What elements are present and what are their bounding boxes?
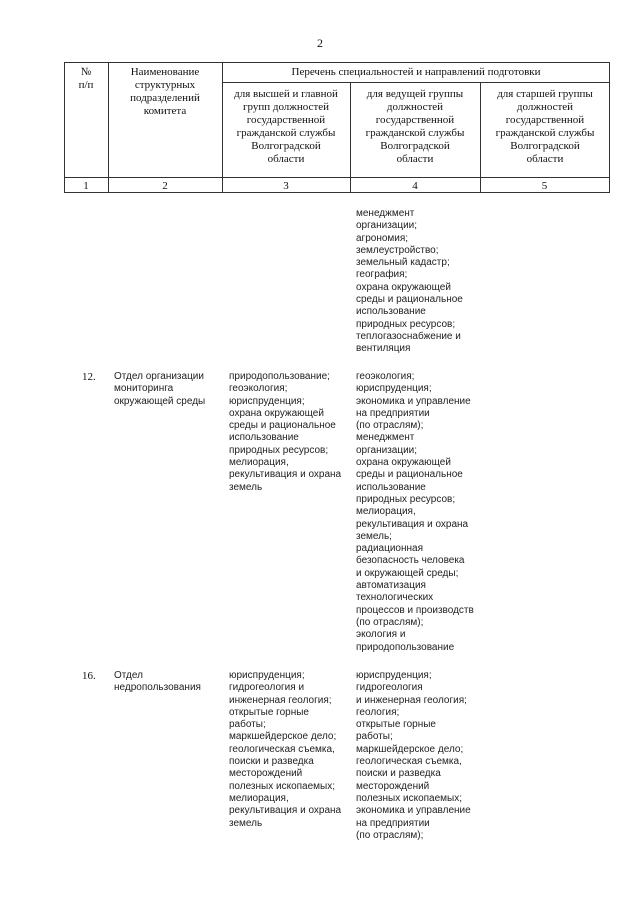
page-number: 2 xyxy=(317,36,323,50)
header-high-groups: для высшей и главной групп должностей государственной гражданской службы Волгоградской области xyxy=(234,88,338,165)
header-left-border xyxy=(64,62,65,193)
header-number: № п/п xyxy=(78,66,94,91)
high-group-specialties: природопользование; геоэкология; юриспруденция; охрана окружающей среды и рациональное использование природных ресурсов; мелиорация, рекультивация и охрана земель xyxy=(229,371,342,493)
header-senior-group: для старшей группы должностей государственной гражданской службы Волгоградской области xyxy=(495,88,595,165)
column-number-4: 4 xyxy=(412,180,418,192)
header-group-title: Перечень специальностей и направлений подготовки xyxy=(291,66,541,78)
lead-group-specialties: геоэкология; юриспруденция; экономика и управление на предприятии (по отраслям); менеджмент организации; охрана окружающей среды и рациональное использование природных ресурсов; мелиорация, рекультивация и охрана земель; радиационная безопасность человека и окружающей среды; автоматизация технологических процессов и производств (по отраслям); экология и природопользование xyxy=(356,371,474,653)
unit-name: Отдел недропользования xyxy=(114,670,201,694)
row-number: 16. xyxy=(82,670,96,682)
header-bottom-border xyxy=(64,177,609,178)
unit-name: Отдел организации мониторинга окружающей среды xyxy=(114,371,206,407)
continuation-lead-group-specialties: менеджмент организации; агрономия; землеустройство; земельный кадастр; география; охрана окружающей среды и рациональное использование природных ресурсов; теплогазоснабжение и вентиляция xyxy=(356,208,463,355)
column-numbers-bottom-border xyxy=(64,192,609,193)
high-group-specialties: юриспруденция; гидрогеология и инженерная геология; открытые горные работы; маркшейдерское дело; геологическая съемка, поиски и разведка месторождений полезных ископаемых; мелиорация, рекультивация и охрана земель xyxy=(229,670,342,829)
divider-1 xyxy=(108,62,109,193)
column-number-5: 5 xyxy=(541,180,548,192)
header-unit-name: Наименование структурных подразделений комитета xyxy=(130,66,200,117)
header-right-border xyxy=(609,62,610,193)
row-number: 12. xyxy=(82,371,96,383)
column-number-3: 3 xyxy=(283,180,289,192)
column-number-1: 1 xyxy=(83,180,89,192)
group-title-divider xyxy=(222,82,609,83)
column-number-2: 2 xyxy=(162,180,168,192)
lead-group-specialties: юриспруденция; гидрогеология и инженерная геология; геология; открытые горные работы; маркшейдерское дело; геологическая съемка, поиски и разведка месторождений полезных ископаемых; экономика и управление на предприятии (по отраслям); xyxy=(356,670,471,841)
header-lead-group: для ведущей группы должностей государственной гражданской службы Волгоградской области xyxy=(365,88,465,165)
divider-3 xyxy=(350,82,351,193)
divider-2 xyxy=(222,62,223,193)
header-top-border xyxy=(64,62,609,63)
divider-4 xyxy=(480,82,481,193)
